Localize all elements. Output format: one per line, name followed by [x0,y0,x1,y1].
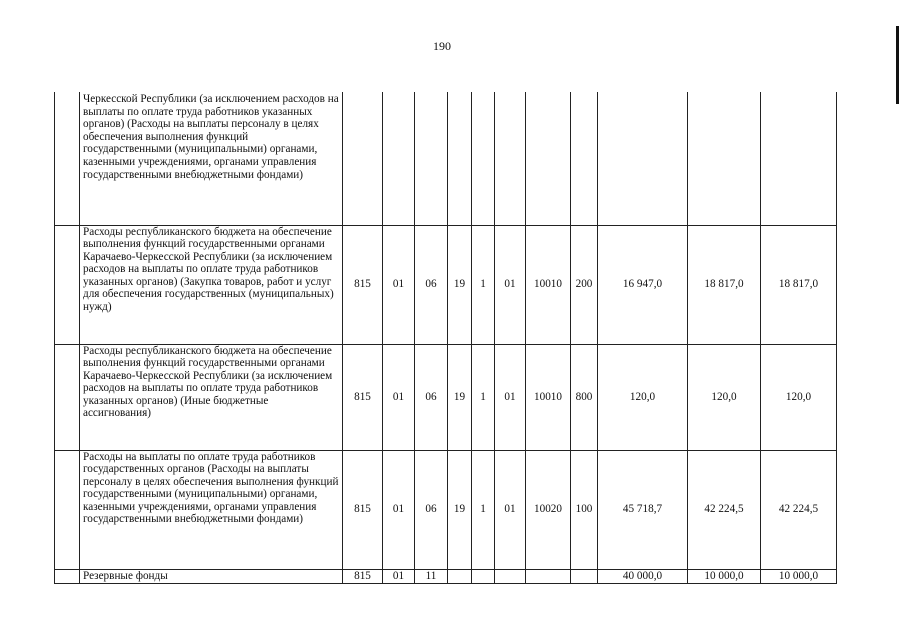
desc-cell: Расходы республиканского бюджета на обеспечение выполнения функций государственными органами Карачаево-Черкесской Республики (за исключением расходов на выплаты по оплате труда работников указанных органов) (Иные бюджетные ассигнования) [80,344,343,450]
direction-code-cell: 10020 [526,450,571,569]
section-code-cell [383,92,415,225]
direction-code-cell [526,569,571,583]
amount-year3-cell [761,92,837,225]
table-row [55,344,837,450]
amount-year3-cell: 42 224,5 [761,450,837,569]
program-code-cell [448,92,472,225]
amount-year2-cell: 120,0 [688,344,761,450]
subprogram-code-cell: 1 [472,225,495,344]
amount-year1-cell: 45 718,7 [598,450,688,569]
row-number-cell [55,344,80,450]
table-row [55,569,837,583]
amount-year2-cell: 10 000,0 [688,569,761,583]
main-event-code-cell [495,569,526,583]
amount-year3-cell: 18 817,0 [761,225,837,344]
subsection-code-cell: 11 [415,569,448,583]
ministry-code-cell: 815 [343,344,383,450]
ministry-code-cell: 815 [343,450,383,569]
amount-year3-cell: 120,0 [761,344,837,450]
desc-cell: Расходы на выплаты по оплате труда работников государственных органов (Расходы на выплаты персоналу в целях обеспечения выполнения функций государственными (муниципальными) органами, казенными учреждениями, органами управления государственными внебюджетными фондами) [80,450,343,569]
subsection-code-cell: 06 [415,450,448,569]
subprogram-code-cell [472,569,495,583]
ministry-code-cell: 815 [343,225,383,344]
program-code-cell: 19 [448,225,472,344]
amount-year3-cell: 10 000,0 [761,569,837,583]
section-code-cell: 01 [383,344,415,450]
subprogram-code-cell [472,92,495,225]
desc-cell: Черкесской Республики (за исключением расходов на выплаты по оплате труда работников указанных органов) (Расходы на выплаты персоналу в целях обеспечения выполнения функций государственными (муниципальными) органами, казенными учреждениями, органами управления государственными внебюджетными фондами) [80,92,343,225]
direction-code-cell [526,92,571,225]
amount-year2-cell: 18 817,0 [688,225,761,344]
subprogram-code-cell: 1 [472,344,495,450]
main-event-code-cell: 01 [495,450,526,569]
scan-edge-mark [896,26,899,104]
section-code-cell: 01 [383,450,415,569]
direction-code-cell: 10010 [526,344,571,450]
row-number-cell [55,569,80,583]
section-code-cell: 01 [383,569,415,583]
expense-type-code-cell [571,569,598,583]
desc-cell: Расходы республиканского бюджета на обеспечение выполнения функций государственными органами Карачаево-Черкесской Республики (за исключением расходов на выплаты по оплате труда работников указанных органов) (Закупка товаров, работ и услуг для обеспечения государственных (муниципальных) нужд) [80,225,343,344]
ministry-code-cell: 815 [343,569,383,583]
expense-type-code-cell: 100 [571,450,598,569]
program-code-cell: 19 [448,450,472,569]
main-event-code-cell: 01 [495,225,526,344]
expense-type-code-cell: 800 [571,344,598,450]
program-code-cell: 19 [448,344,472,450]
amount-year1-cell [598,92,688,225]
table-row [55,92,837,225]
page-number: 190 [433,39,451,53]
row-number-cell [55,450,80,569]
ministry-code-cell [343,92,383,225]
subsection-code-cell: 06 [415,225,448,344]
expense-type-code-cell: 200 [571,225,598,344]
desc-cell: Резервные фонды [80,569,343,583]
subprogram-code-cell: 1 [472,450,495,569]
program-code-cell [448,569,472,583]
direction-code-cell: 10010 [526,225,571,344]
subsection-code-cell: 06 [415,344,448,450]
amount-year1-cell: 16 947,0 [598,225,688,344]
budget-table [54,92,837,584]
row-number-cell [55,92,80,225]
amount-year2-cell: 42 224,5 [688,450,761,569]
amount-year1-cell: 120,0 [598,344,688,450]
section-code-cell: 01 [383,225,415,344]
main-event-code-cell: 01 [495,344,526,450]
row-number-cell [55,225,80,344]
amount-year2-cell [688,92,761,225]
budget-table-body [55,92,837,583]
expense-type-code-cell [571,92,598,225]
amount-year1-cell: 40 000,0 [598,569,688,583]
subsection-code-cell [415,92,448,225]
table-row [55,225,837,344]
main-event-code-cell [495,92,526,225]
table-row [55,450,837,569]
